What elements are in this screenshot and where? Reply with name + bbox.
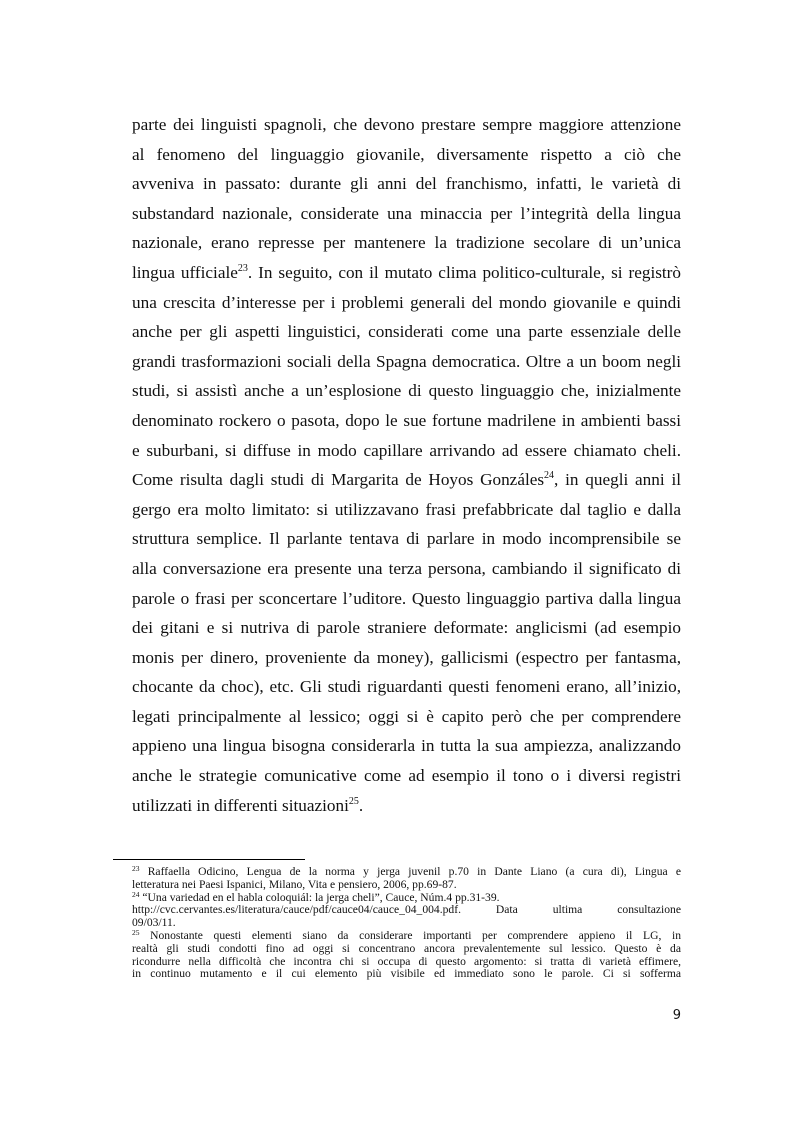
text-line: alla conversazione era presente una terza persona, cambiando il significato di [132, 558, 681, 578]
text-line: parole o frasi per sconcertare l’uditore. Questo linguaggio partiva dalla lingua [132, 588, 681, 608]
text-line: una crescita d’interesse per i problemi generali del mondo giovanile e quindi [132, 292, 681, 312]
footnote-ref-25[interactable]: 25 [348, 795, 359, 807]
text-line [132, 465, 681, 495]
footnote-line: 09/03/11. [132, 916, 176, 930]
footnote-line: realtà gli studi condotti fino ad oggi si concentrano ancora prevalentemente sul lessico. Questo è da [132, 941, 681, 955]
footnote-separator [113, 859, 305, 860]
footnote-mark-23: 23 [132, 864, 140, 873]
text-line: legati principalmente al lessico; oggi si è capito però che per comprendere [132, 706, 681, 726]
footnote-text: Nonostante questi elementi siano da considerare importanti per comprendere appieno il LG, in [139, 928, 681, 942]
text-line: nazionale, erano represse per mantenere la tradizione secolare di un’unica [132, 233, 681, 253]
text-line: grandi trasformazioni sociali della Spagna democratica. Oltre a un boom negli [132, 351, 681, 371]
text-segment: utilizzati in differenti situazioni [132, 795, 349, 815]
footnote-url-line[interactable]: http://cvc.cervantes.es/literatura/cauce/pdf/cauce04/cauce_04_004.pdf. Data ultima consultazione [132, 903, 681, 917]
text-line: chocante da choc), etc. Gli studi riguardanti questi fenomeni erano, all’inizio, [132, 677, 681, 697]
text-line: anche le strategie comunicative come ad esempio il tono o i diversi registri [132, 766, 681, 786]
text-line: monis per dinero, proveniente da money), gallicismi (espectro per fantasma, [132, 647, 681, 667]
footnote-text: Raffaella Odicino, Lengua de la norma y jerga juvenil p.70 in Dante Liano (a cura di), Lingua e [139, 865, 681, 878]
text-line: struttura semplice. Il parlante tentava di parlare in modo incomprensibile se [132, 529, 681, 549]
footnote-text: “Una variedad en el habla coloquiál: la jerga cheli”, Cauce, Núm.4 pp.31-39. [139, 890, 500, 904]
text-line [132, 791, 681, 821]
text-segment: Come risulta dagli studi di Margarita de Hoyos Gonzáles [132, 470, 545, 490]
text-line: denominato rockero o pasota, dopo le sue fortune madrilene in ambienti bassi [132, 410, 681, 430]
text-line: dei gitani e si nutriva di parole straniere deformate: anglicismi (ad esempio [132, 618, 681, 638]
text-line: studi, si assistì anche a un’esplosione di questo linguaggio che, inizialmente [132, 381, 681, 401]
text-segment: , in quegli anni il [554, 470, 681, 490]
text-line: avveniva in passato: durante gli anni del franchismo, infatti, le varietà di [132, 174, 681, 194]
text-line: anche per gli aspetti linguistici, considerati come una parte essenziale delle [132, 322, 681, 342]
footnote-line: in continuo mutamento e il cui elemento più visibile ed immediato sono le parole. Ci si sofferma [132, 967, 681, 981]
text-segment: lingua ufficiale [132, 262, 238, 282]
body-text [132, 110, 681, 820]
footnote-mark-25: 25 [132, 927, 140, 937]
text-line: al fenomeno del linguaggio giovanile, diversamente rispetto a ciò che [132, 144, 681, 164]
text-line: substandard nazionale, considerate una minaccia per l’integrità della lingua [132, 203, 681, 223]
footnote-line [132, 927, 681, 943]
text-segment: . [358, 795, 364, 815]
footnote-line: letteratura nei Paesi Ispanici, Milano, Vita e pensiero, 2006, pp.69-87. [132, 877, 457, 891]
footnotes [132, 866, 681, 981]
text-line: gergo era molto limitato: si utilizzavano frasi prefabbricate dal taglio e dalla [132, 499, 681, 519]
text-segment: . In seguito, con il mutato clima politico-culturale, si registrò [247, 262, 681, 282]
footnote-ref-24[interactable]: 24 [544, 470, 555, 482]
footnote-line: ricondurre nella difficoltà che incontra chi si occupa di questo argomento: si tratta di varietà effimere, [132, 954, 681, 968]
page-number: 9 [672, 1008, 681, 1023]
text-line: parte dei linguisti spagnoli, che devono prestare sempre maggiore attenzione [132, 115, 681, 134]
footnote-line [132, 866, 681, 879]
footnote-mark-24: 24 [132, 889, 140, 899]
text-line [132, 258, 681, 288]
footnote-ref-23[interactable]: 23 [237, 262, 248, 274]
text-line: appieno una lingua bisogna considerarla in tutta la sua ampiezza, analizzando [132, 736, 681, 756]
text-line: e suburbani, si diffuse in modo capillare arrivando ad essere chiamato cheli. [132, 440, 681, 460]
